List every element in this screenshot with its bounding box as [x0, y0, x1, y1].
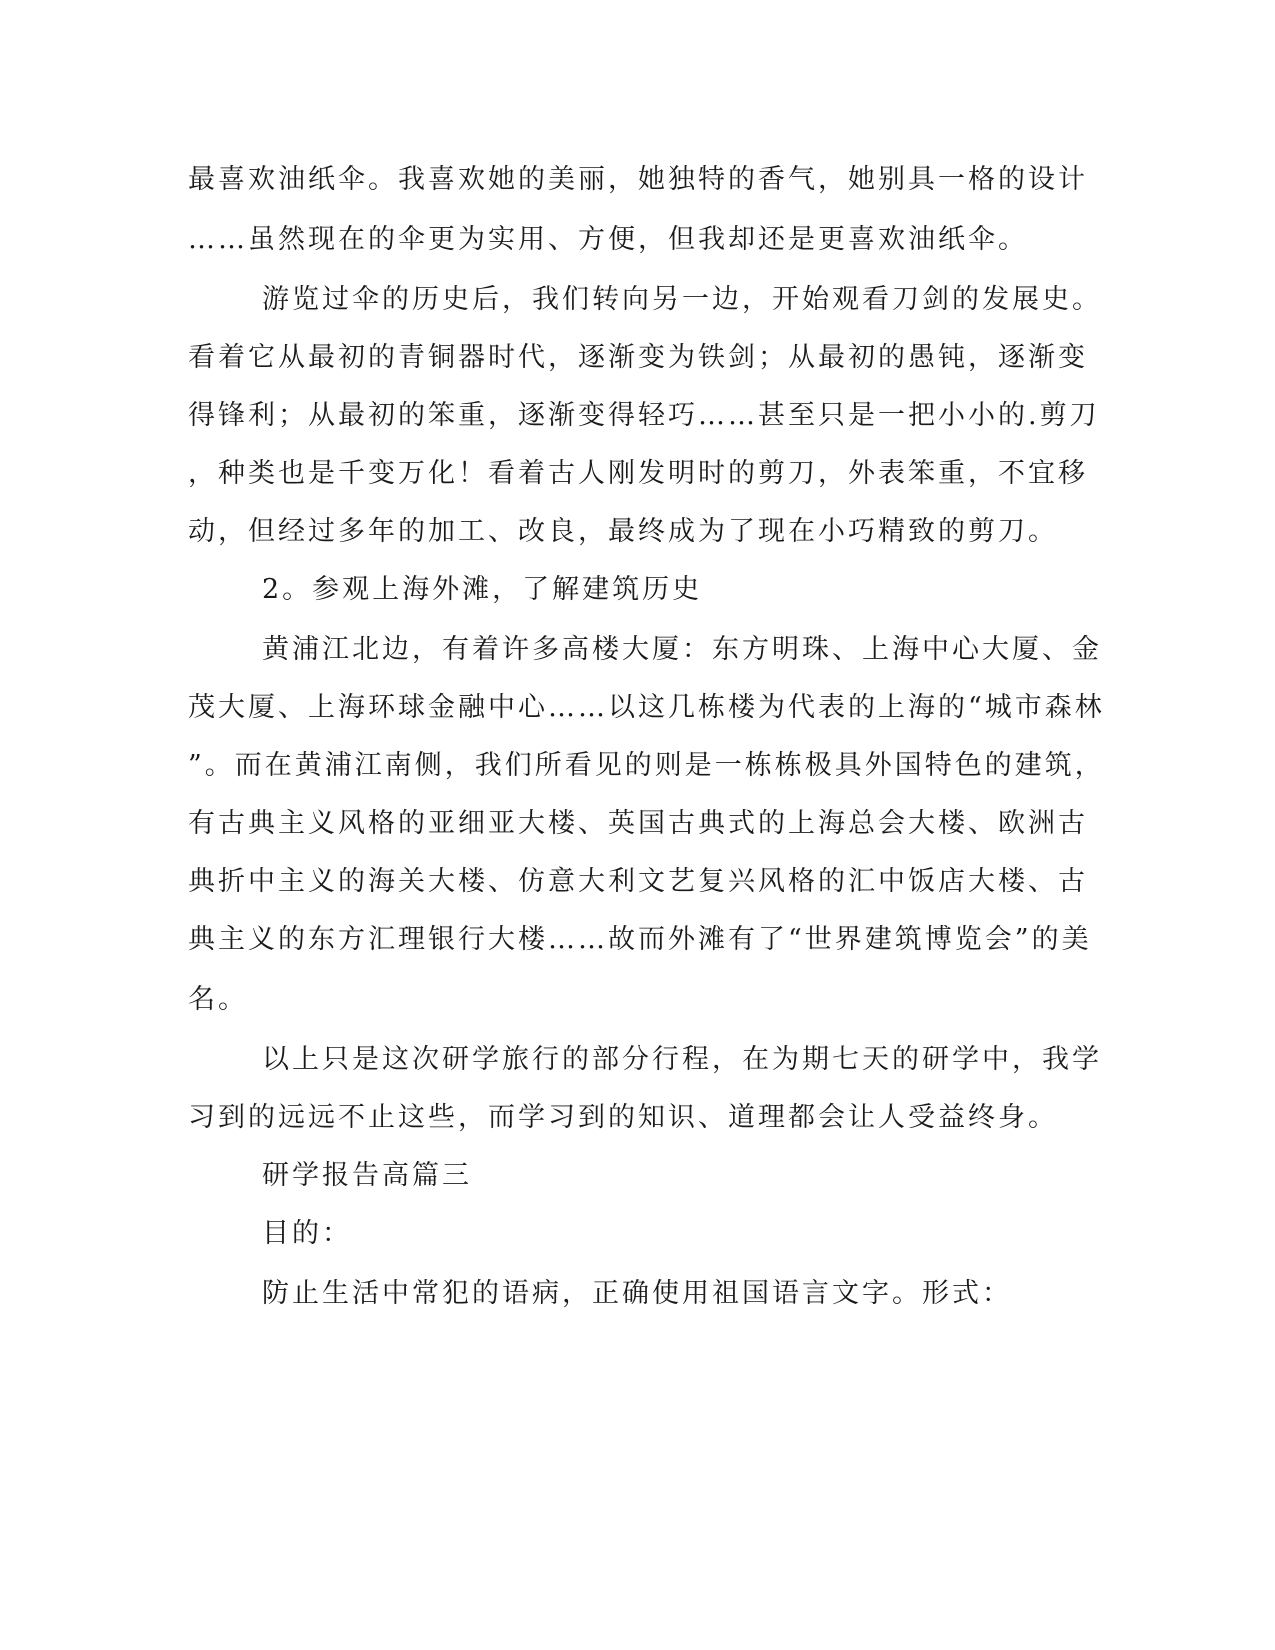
text-line: 动，但经过多年的加工、改良，最终成为了现在小巧精致的剪刀。 — [188, 516, 1058, 547]
text-line: 目的： — [262, 1218, 352, 1249]
text-line: 习到的远远不止这些，而学习到的知识、道理都会让人受益终身。 — [188, 1102, 1058, 1133]
section-heading: 研学报告高篇三 — [262, 1160, 472, 1191]
text-line: 茂大厦、上海环球金融中心……以这几栋楼为代表的上海的“城市森林 — [188, 692, 1105, 723]
text-line: ……虽然现在的伞更为实用、方便，但我却还是更喜欢油纸伞。 — [188, 224, 1028, 255]
text-line: 防止生活中常犯的语病，正确使用祖国语言文字。形式： — [262, 1278, 1012, 1309]
text-line: 最喜欢油纸伞。我喜欢她的美丽，她独特的香气，她别具一格的设计 — [188, 164, 1088, 195]
text-line: 得锋利；从最初的笨重，逐渐变得轻巧……甚至只是一把小小的.剪刀 — [188, 400, 1100, 431]
text-line: 看着它从最初的青铜器时代，逐渐变为铁剑；从最初的愚钝，逐渐变 — [188, 342, 1088, 373]
text-line: 游览过伞的历史后，我们转向另一边，开始观看刀剑的发展史。 — [262, 284, 1102, 315]
text-line: 黄浦江北边，有着许多高楼大厦：东方明珠、上海中心大厦、金 — [262, 634, 1102, 665]
text-line: 以上只是这次研学旅行的部分行程，在为期七天的研学中，我学 — [262, 1044, 1102, 1075]
text-line: 典主义的东方汇理银行大楼……故而外滩有了“世界建筑博览会”的美 — [188, 924, 1092, 955]
text-line: 典折中主义的海关大楼、仿意大利文艺复兴风格的汇中饭店大楼、古 — [188, 866, 1088, 897]
text-line: ”。而在黄浦江南侧，我们所看见的则是一栋栋极具外国特色的建筑， — [188, 750, 1105, 781]
text-line: ，种类也是千变万化！看着古人刚发明时的剪刀，外表笨重，不宜移 — [188, 458, 1088, 489]
text-line: 有古典主义风格的亚细亚大楼、英国古典式的上海总会大楼、欧洲古 — [188, 808, 1088, 839]
text-line: 名。 — [188, 984, 248, 1015]
section-heading: 2。参观上海外滩，了解建筑历史 — [262, 574, 703, 605]
